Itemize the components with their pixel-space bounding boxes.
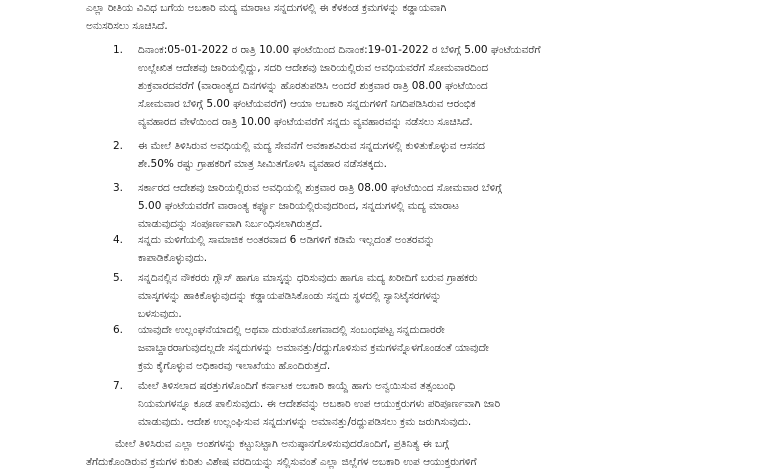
item-line: ನಿಯಮಗಳನ್ನೂ ಕೂಡ ಪಾಲಿಸುವುದು. ಈ ಆದೇಶವನ್ನು ಅಬಕಾರಿ ಉಪ ಆಯುಕ್ತರುಗಳು ಪರಿಪೂರ್ಣವಾಗಿ ಜಾರಿ <box>138 398 501 410</box>
item-number: 4. <box>113 234 124 246</box>
item-line: ಮೇಲೆ ತಿಳಿಸಲಾದ ಷರತ್ತುಗಳೊಂದಿಗೆ ಕರ್ನಾಟಕ ಅಬಕಾರಿ ಕಾಯ್ದೆ ಹಾಗು ಅನ್ವಯಿಸುವ ತತ್ಸಂಬಂಧಿ <box>138 380 456 392</box>
item-line: ಶೇ.50% ರಷ್ಟು ಗ್ರಾಹಕರಿಗೆ ಮಾತ್ರ ಸೀಮಿತಗೊಳಿಸಿ ವ್ಯವಹಾರ ನಡೆಸತಕ್ಕದು. <box>138 158 387 170</box>
item-line: ಈ ಮೇಲೆ ತಿಳಿಸಿರುವ ಅವಧಿಯಲ್ಲಿ ಮದ್ಯ ಸೇವನೆಗೆ ಅವಕಾಶವಿರುವ ಸನ್ನದುಗಳಲ್ಲಿ ಕುಳಿತುಕೊಳ್ಳುವ ಆಸನದ <box>138 140 485 152</box>
item-line: ಶುಕ್ರವಾರದವರೆಗೆ (ವಾರಾಂತ್ಯದ ದಿನಗಳನ್ನು ಹೊರತುಪಡಿಸಿ ಅಂದರೆ ಶುಕ್ರವಾರ ರಾತ್ರಿ 08.00 ಘಂಟೆಯಿಂದ <box>138 80 488 92</box>
item-line: ಕಾಪಾಡಿಕೊಳ್ಳುವುದು. <box>138 252 208 264</box>
item-line: ಸೋಮವಾರ ಬೆಳಿಗ್ಗೆ 5.00 ಘಂಟೆಯವರೆಗೆ) ಆಯಾ ಅಬಕಾರಿ ಸನ್ನದುಗಳಿಗೆ ನಿಗದಿಪಡಿಸಿರುವ ಆರಂಭಿಕ <box>138 98 476 110</box>
item-line: ಕ್ರಮ ಕೈಗೊಳ್ಳುವ ಅಧಿಕಾರವು ಇಲಾಖೆಯು ಹೊಂದಿರುತ್ತದೆ. <box>138 360 331 372</box>
item-line: ಜವಾಬ್ದಾರರಾಗುವುದಲ್ಲದೇ ಸನ್ನದುಗಳನ್ನು ಅಮಾನತ್ತು/ರದ್ದುಗೊಳಿಸುವ ಕ್ರಮಗಳನ್ನೊಳಗೊಂಡಂತೆ ಯಾವುದೇ <box>138 342 489 354</box>
item-number: 7. <box>113 380 124 392</box>
item-number: 2. <box>113 140 124 152</box>
item-line: ದಿನಾಂಕ:05-01-2022 ರ ರಾತ್ರಿ 10.00 ಘಂಟೆಯಿಂದ ದಿನಾಂಕ:19-01-2022 ರ ಬೆಳಿಗ್ಗೆ 5.00 ಘಂಟೆಯವರೆಗೆ <box>138 44 541 56</box>
item-number: 3. <box>113 182 124 194</box>
item-number: 6. <box>113 324 124 336</box>
item-line: 5.00 ಘಂಟೆಯವರೆಗೆ ವಾರಾಂತ್ಯ ಕರ್ಫ್ಯೂ ಜಾರಿಯಲ್ಲಿರುವುದರಿಂದ, ಸನ್ನದುಗಳಲ್ಲಿ ಮದ್ಯ ಮಾರಾಟ <box>138 200 459 212</box>
item-line: ಮಾಡುವುದನ್ನು ಸಂಪೂರ್ಣವಾಗಿ ನಿರ್ಬಂಧಿಸಲಾಗಿರುತ್ತದೆ. <box>138 218 323 230</box>
closing-line: ತೆಗೆದುಕೊಂಡಿರುವ ಕ್ರಮಗಳ ಕುರಿತು ವಿಶೇಷ ವರದಿಯನ್ನು ಸಲ್ಲಿಸುವಂತೆ ಎಲ್ಲಾ ಜಿಲ್ಲೆಗಳ ಅಬಕಾರಿ ಉಪ ಆಯುಕ್ತರುಗಳಿಗೆ <box>86 456 477 468</box>
item-line: ಸರ್ಕಾರದ ಆದೇಶವು ಜಾರಿಯಲ್ಲಿರುವ ಅವಧಿಯಲ್ಲಿ ಶುಕ್ರವಾರ ರಾತ್ರಿ 08.00 ಘಂಟೆಯಿಂದ ಸೋಮವಾರ ಬೆಳಿಗ್ಗೆ <box>138 182 502 194</box>
item-line: ಮಾಡುವುದು. ಆದೇಶ ಉಲ್ಲಂಘಿಸುವ ಸನ್ನದುಗಳನ್ನು ಅಮಾನತ್ತು/ರದ್ದುಪಡಿಸಲು ಕ್ರಮ ಜರುಗಿಸುವುದು. <box>138 416 472 428</box>
item-line: ಉಲ್ಲೇಖಿತ ಆದೇಶವು ಜಾರಿಯಲ್ಲಿದ್ದು, ಸದರಿ ಆದೇಶವು ಜಾರಿಯಲ್ಲಿರುವ ಅವಧಿಯವರೆಗೆ ಸೋಮವಾರದಿಂದ <box>138 62 489 74</box>
item-line: ಯಾವುದೇ ಉಲ್ಲಂಘನೆಯಾದಲ್ಲಿ ಅಥವಾ ದುರುಪಯೋಗವಾದಲ್ಲಿ ಸಂಬಂಧಪಟ್ಟ ಸನ್ನದುದಾರರೇ <box>138 324 445 336</box>
item-number: 5. <box>113 272 124 284</box>
intro-line: ಅನುಸರಿಸಲು ಸೂಚಿಸಿದೆ. <box>86 20 168 32</box>
item-line: ವ್ಯವಹಾರದ ವೇಳೆಯಿಂದ ರಾತ್ರಿ 10.00 ಘಂಟೆಯವರೆಗೆ ಸನ್ನದು ವ್ಯವಹಾರವನ್ನು ನಡೆಸಲು ಸೂಚಿಸಿದೆ. <box>138 116 473 128</box>
closing-line: ಮೇಲೆ ತಿಳಿಸಿರುವ ಎಲ್ಲಾ ಅಂಶಗಳನ್ನು ಕಟ್ಟುನಿಟ್ಟಾಗಿ ಅನುಷ್ಠಾನಗೊಳಿಸುವುದರೊಂದಿಗೆ, ಪ್ರತಿನಿತ್ಯ ಈ ಬಗ್ಗೆ <box>115 438 449 450</box>
item-line: ಸನ್ನದಿನಲ್ಲಿನ ನೌಕರರು ಗ್ಲೌಸ್ ಹಾಗೂ ಮಾಸ್ಕನ್ನು ಧರಿಸುವುದು ಹಾಗೂ ಮದ್ಯ ಖರೀದಿಗೆ ಬರುವ ಗ್ರಾಹಕರು <box>138 272 478 284</box>
item-number: 1. <box>113 44 124 56</box>
item-line: ಮಾಸ್ಕಗಳನ್ನು ಹಾಕಿಕೊಳ್ಳುವುದನ್ನು ಕಡ್ಡಾಯಪಡಿಸಿಕೊಂಡು ಸನ್ನದು ಸ್ಥಳದಲ್ಲಿ ಸ್ಯಾನಿಟೈಸರಗಳನ್ನು <box>138 290 442 302</box>
item-line: ಬಳಸುವುದು. <box>138 308 182 320</box>
intro-line: ಎಲ್ಲಾ ರೀತಿಯ ವಿವಿಧ ಬಗೆಯ ಅಬಕಾರಿ ಮದ್ಯ ಮಾರಾಟ ಸನ್ನದುಗಳಲ್ಲಿ ಈ ಕೆಳಕಂಡ ಕ್ರಮಗಳನ್ನು ಕಡ್ಡಾಯವಾಗಿ <box>86 2 447 14</box>
item-line: ಸನ್ನದು ಮಳಿಗೆಯಲ್ಲಿ ಸಾಮಾಜಿಕ ಅಂತರವಾದ 6 ಅಡಿಗಳಿಗೆ ಕಡಿಮೆ ಇಲ್ಲದಂತೆ ಅಂತರವನ್ನು <box>138 234 435 246</box>
